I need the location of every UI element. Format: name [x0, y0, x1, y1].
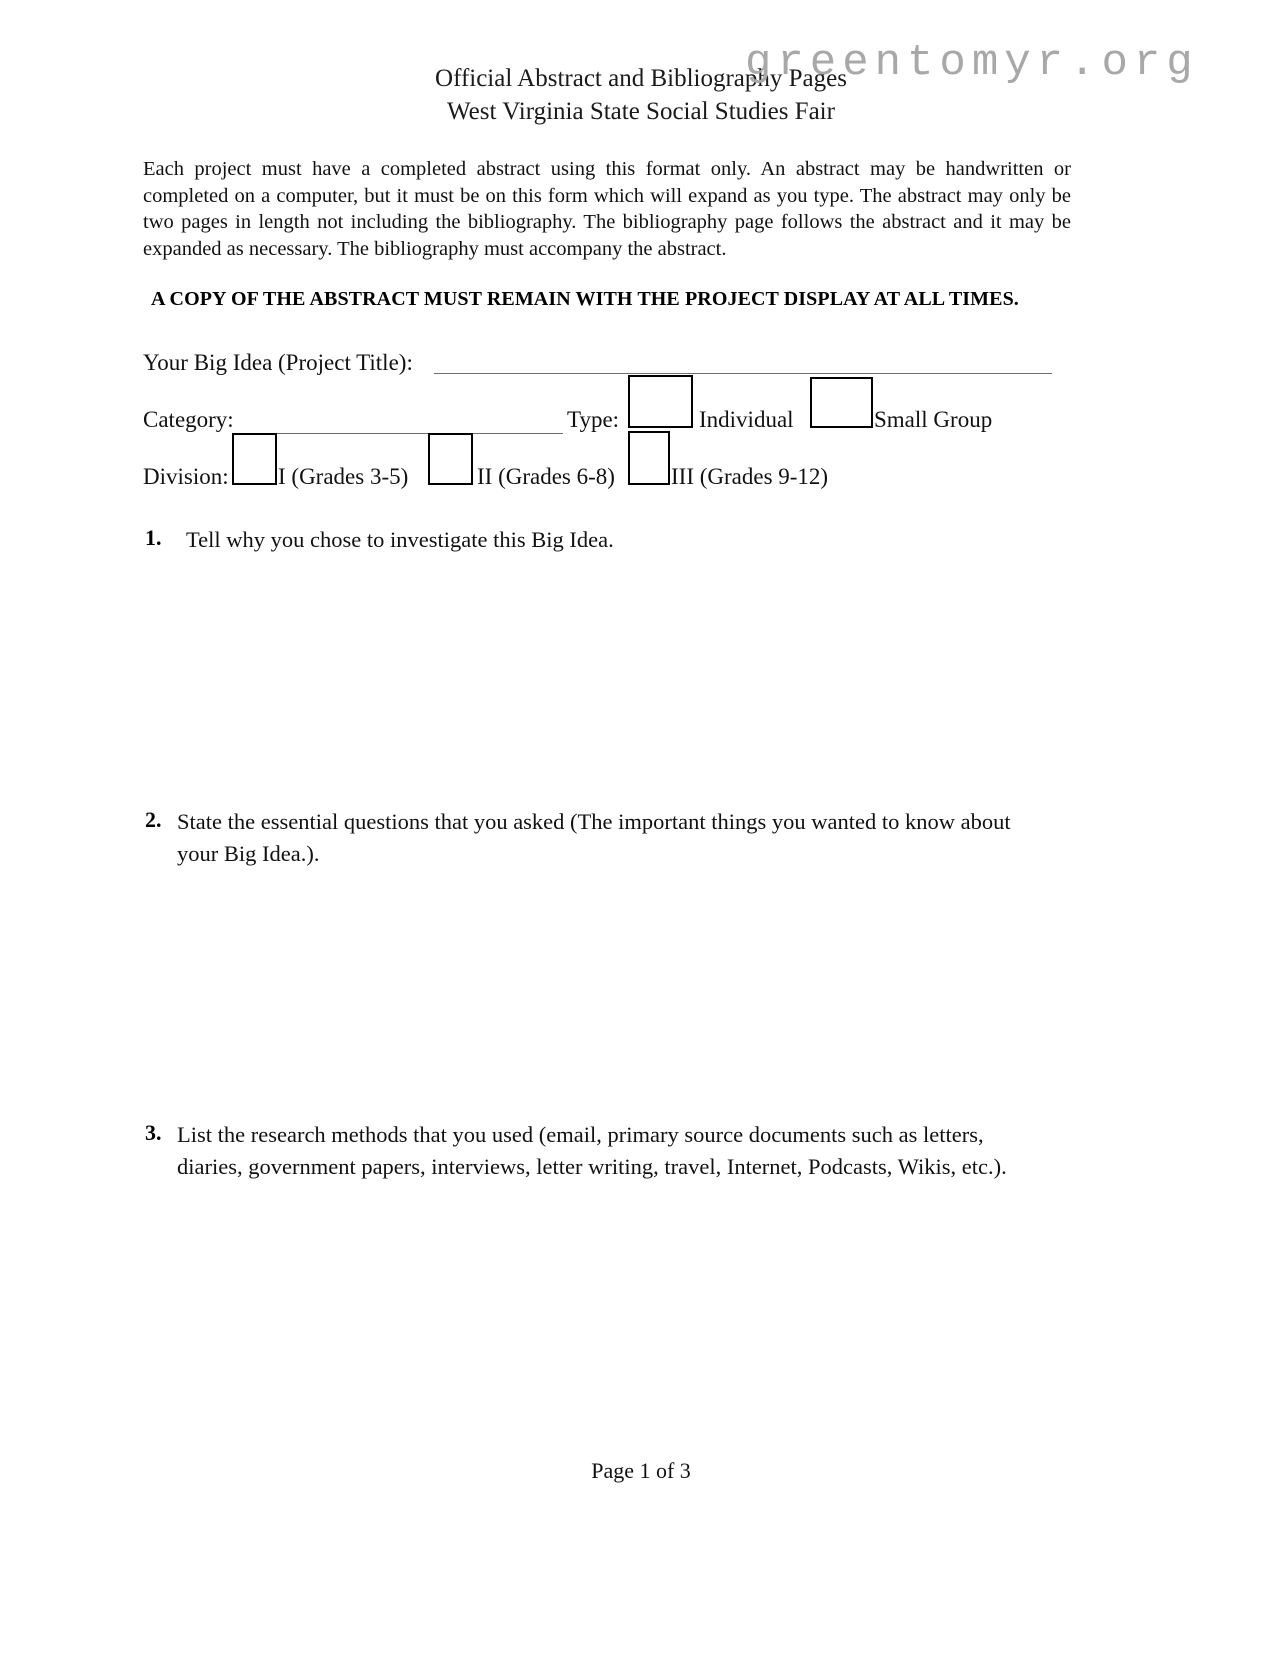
- instructions-paragraph: Each project must have a completed abstract using this format only. An abstract may be handwritten or completed on a computer, but it must be on this form which will expand as you type. The abstract may only be two pages in length not including the bibliography. The bibliography page follows the abstract and it may be expanded as necessary. The bibliography must accompany the abstract.: [143, 158, 1071, 260]
- page-title-line-1: Official Abstract and Bibliography Pages: [435, 65, 847, 92]
- watermark-greentomyr: greentomyr.org: [745, 38, 1199, 88]
- division-option-label-iii: III (Grades 9-12): [671, 464, 829, 489]
- question-2-answer-area[interactable]: [177, 878, 1057, 1103]
- big-idea-input[interactable]: [434, 373, 1052, 374]
- question-2-text-line-1: State the essential questions that you asked (The important things you wanted to know about: [177, 809, 1011, 834]
- type-option-label-individual: Individual: [699, 407, 794, 432]
- type-checkbox-small-group[interactable]: [810, 377, 873, 428]
- form-fields: [0, 345, 1282, 495]
- question-2-text-line-2: your Big Idea.).: [177, 841, 320, 866]
- question-1-answer-area[interactable]: [186, 565, 1066, 790]
- question-3-text-line-1: List the research methods that you used (email, primary source documents such as letters,: [177, 1122, 984, 1147]
- division-option-label-ii: II (Grades 6-8): [477, 464, 615, 489]
- type-label: Type:: [567, 407, 620, 432]
- document-header: [0, 62, 1282, 128]
- question-1-text: Tell why you chose to investigate this Big Idea.: [186, 527, 614, 552]
- division-label: Division:: [143, 464, 229, 489]
- question-3-text-line-2: diaries, government papers, interviews, letter writing, travel, Internet, Podcasts, Wikis, etc.).: [177, 1154, 1007, 1179]
- page-footer: Page 1 of 3: [591, 1458, 691, 1483]
- page-title-line-2: West Virginia State Social Studies Fair: [447, 98, 835, 125]
- category-input[interactable]: [246, 433, 563, 434]
- question-3-answer-area[interactable]: [177, 1191, 1057, 1421]
- question-3-number: 3.: [145, 1120, 162, 1145]
- division-checkbox-i[interactable]: [232, 433, 277, 485]
- question-2-number: 2.: [145, 807, 162, 832]
- question-1-number: 1.: [145, 525, 162, 550]
- type-option-label-small-group: Small Group: [874, 407, 993, 432]
- abstract-display-notice: A COPY OF THE ABSTRACT MUST REMAIN WITH THE PROJECT DISPLAY AT ALL TIMES.: [151, 288, 1019, 310]
- type-checkbox-individual[interactable]: [628, 375, 693, 428]
- category-label: Category:: [143, 407, 234, 432]
- division-option-label-i: I (Grades 3-5): [278, 464, 409, 489]
- division-checkbox-iii[interactable]: [628, 431, 670, 485]
- division-checkbox-ii[interactable]: [428, 433, 473, 485]
- big-idea-label: Your Big Idea (Project Title):: [143, 350, 413, 375]
